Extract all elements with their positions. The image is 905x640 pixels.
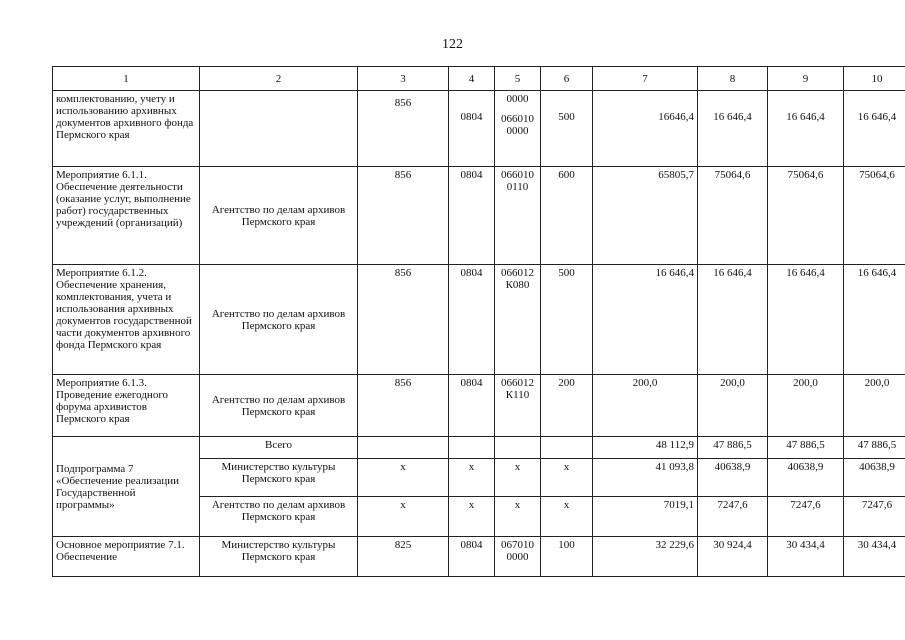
col-header-1: 1 bbox=[53, 67, 200, 91]
row-v7: 65805,7 bbox=[593, 167, 698, 265]
row-grbs: 825 bbox=[358, 537, 449, 577]
row-vr: 200 bbox=[541, 375, 593, 437]
row-csr bbox=[495, 437, 541, 459]
row-executor: Всего bbox=[200, 437, 358, 459]
row-section: 0804 bbox=[449, 265, 495, 375]
row-executor bbox=[200, 91, 358, 167]
col-header-7: 7 bbox=[593, 67, 698, 91]
row-v8: 30 924,4 bbox=[698, 537, 768, 577]
row-v9: 40638,9 bbox=[768, 459, 844, 497]
table-row bbox=[53, 537, 905, 577]
table-row bbox=[53, 167, 905, 265]
row-v10: 40638,9 bbox=[844, 459, 905, 497]
page-number: 122 bbox=[442, 37, 463, 52]
row-v8: 40638,9 bbox=[698, 459, 768, 497]
csr-line: К110 bbox=[505, 389, 530, 401]
row-name: Основное мероприятие 7.1. Обеспечение bbox=[53, 537, 200, 577]
row-v9: 16 646,4 bbox=[768, 91, 844, 167]
row-v8: 200,0 bbox=[698, 375, 768, 437]
row-v8: 16 646,4 bbox=[698, 265, 768, 375]
csr-line: 067010 bbox=[501, 539, 534, 551]
row-grbs: х bbox=[358, 497, 449, 537]
col-header-8: 8 bbox=[698, 67, 768, 91]
row-v8: 16 646,4 bbox=[698, 91, 768, 167]
row-v10: 30 434,4 bbox=[844, 537, 905, 577]
header-row bbox=[53, 67, 905, 91]
col-header-5: 5 bbox=[495, 67, 541, 91]
row-v7: 16646,4 bbox=[593, 91, 698, 167]
row-csr: х bbox=[495, 459, 541, 497]
row-v9: 200,0 bbox=[768, 375, 844, 437]
row-v9: 16 646,4 bbox=[768, 265, 844, 375]
row-executor: Министерство культуры Пермского края bbox=[200, 459, 358, 497]
row-grbs: 856 bbox=[358, 91, 449, 167]
row-v7: 7019,1 bbox=[593, 497, 698, 537]
row-v10: 200,0 bbox=[844, 375, 905, 437]
row-csr bbox=[495, 167, 541, 265]
row-v9: 75064,6 bbox=[768, 167, 844, 265]
row-grbs: 856 bbox=[358, 375, 449, 437]
row-vr: х bbox=[541, 459, 593, 497]
csr-line: 066010 bbox=[501, 169, 534, 181]
budget-table bbox=[52, 66, 905, 577]
table-row bbox=[53, 375, 905, 437]
row-vr: 600 bbox=[541, 167, 593, 265]
row-vr: х bbox=[541, 497, 593, 537]
row-vr: 100 bbox=[541, 537, 593, 577]
row-executor: Агентство по делам архивов Пермского края bbox=[200, 497, 358, 537]
row-section: х bbox=[449, 459, 495, 497]
row-v10: 16 646,4 bbox=[844, 91, 905, 167]
col-header-9: 9 bbox=[768, 67, 844, 91]
row-csr bbox=[495, 537, 541, 577]
row-section: х bbox=[449, 497, 495, 537]
row-v10: 75064,6 bbox=[844, 167, 905, 265]
csr-line: К080 bbox=[505, 279, 530, 291]
row-v10: 7247,6 bbox=[844, 497, 905, 537]
table-row bbox=[53, 437, 905, 459]
row-grbs: х bbox=[358, 459, 449, 497]
row-vr bbox=[541, 437, 593, 459]
row-name: комплектованию, учету и использованию архивных документов архивного фонда Пермского края bbox=[53, 91, 200, 167]
col-header-6: 6 bbox=[541, 67, 593, 91]
row-executor: Министерство культуры Пермского края bbox=[200, 537, 358, 577]
subprogram-name: Подпрограмма 7 «Обеспечение реализации Государственной программы» bbox=[53, 437, 200, 537]
row-v7: 16 646,4 bbox=[593, 265, 698, 375]
row-v9: 47 886,5 bbox=[768, 437, 844, 459]
row-name: Мероприятие 6.1.3. Проведение ежегодного форума архивистов Пермского края bbox=[53, 375, 200, 437]
row-v9: 7247,6 bbox=[768, 497, 844, 537]
row-section bbox=[449, 437, 495, 459]
csr-line: 066010 bbox=[501, 113, 534, 125]
col-header-2: 2 bbox=[200, 67, 358, 91]
row-grbs: 856 bbox=[358, 167, 449, 265]
row-csr: х bbox=[495, 497, 541, 537]
csr-line: 0000 bbox=[506, 551, 529, 563]
row-v7: 41 093,8 bbox=[593, 459, 698, 497]
row-v10: 47 886,5 bbox=[844, 437, 905, 459]
row-v10: 16 646,4 bbox=[844, 265, 905, 375]
row-grbs bbox=[358, 437, 449, 459]
col-header-4: 4 bbox=[449, 67, 495, 91]
row-name: Мероприятие 6.1.2. Обеспечение хранения, комплектования, учета и использования архивных документов государственной части документов архивного фонда Пермского края bbox=[53, 265, 200, 375]
col-header-3: 3 bbox=[358, 67, 449, 91]
csr-line: 0000 bbox=[506, 125, 529, 137]
csr-line: 066012 bbox=[501, 377, 534, 389]
csr-line: 0110 bbox=[506, 181, 529, 193]
col-header-10: 10 bbox=[844, 67, 905, 91]
row-v7: 48 112,9 bbox=[593, 437, 698, 459]
row-vr: 500 bbox=[541, 91, 593, 167]
row-v8: 75064,6 bbox=[698, 167, 768, 265]
row-executor: Агентство по делам архивов Пермского края bbox=[200, 167, 358, 265]
table-row bbox=[53, 91, 905, 167]
row-grbs: 856 bbox=[358, 265, 449, 375]
csr-line: 0000 bbox=[506, 93, 529, 105]
row-name: Мероприятие 6.1.1. Обеспечение деятельности (оказание услуг, выполнение работ) государственных учреждений (организаций) bbox=[53, 167, 200, 265]
row-csr bbox=[495, 265, 541, 375]
row-v7: 32 229,6 bbox=[593, 537, 698, 577]
row-section: 0804 bbox=[449, 91, 495, 167]
row-v9: 30 434,4 bbox=[768, 537, 844, 577]
row-csr bbox=[495, 91, 541, 167]
row-section: 0804 bbox=[449, 167, 495, 265]
row-executor: Агентство по делам архивов Пермского края bbox=[200, 375, 358, 437]
row-v8: 47 886,5 bbox=[698, 437, 768, 459]
row-csr bbox=[495, 375, 541, 437]
table-row bbox=[53, 265, 905, 375]
row-v7: 200,0 bbox=[593, 375, 698, 437]
row-v8: 7247,6 bbox=[698, 497, 768, 537]
row-section: 0804 bbox=[449, 375, 495, 437]
row-vr: 500 bbox=[541, 265, 593, 375]
row-executor: Агентство по делам архивов Пермского края bbox=[200, 265, 358, 375]
row-section: 0804 bbox=[449, 537, 495, 577]
csr-line: 066012 bbox=[501, 267, 534, 279]
